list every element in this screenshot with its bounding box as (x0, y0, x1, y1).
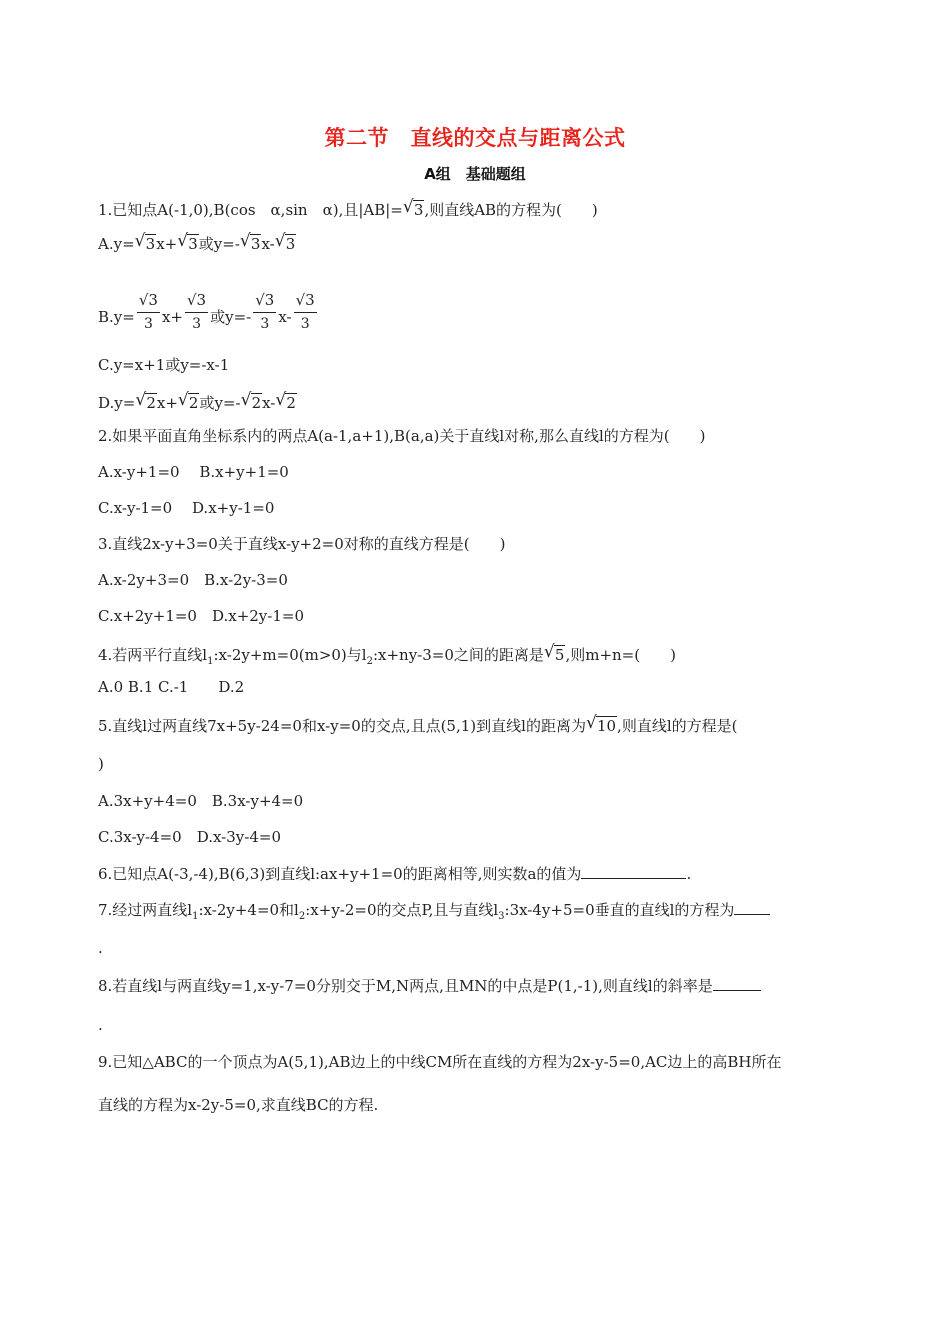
sqrt-3: √ 3 (404, 200, 425, 220)
question-1-option-d: D.y=√ 2x+√ 2或y=-√ 2x-√ 2 (98, 393, 297, 413)
question-3-stem: 3.直线2x-y+3=0关于直线x-y+2=0对称的直线方程是( ) (98, 535, 506, 553)
question-5-stem: 5.直线l过两直线7x+5y-24=0和x-y=0的交点,且点(5,1)到直线l的距离为√ 10,则直线l的方程是( (98, 716, 737, 736)
page-title: 第二节 直线的交点与距离公式 (324, 126, 626, 150)
question-9-line-2: 直线的方程为x-2y-5=0,求直线BC的方程. (98, 1096, 379, 1114)
question-2-stem: 2.如果平面直角坐标系内的两点A(a-1,a+1),B(a,a)关于直线l对称,那么直线l的方程为( ) (98, 427, 706, 445)
question-1-text-b: ,则直线AB的方程为( ) (424, 201, 598, 219)
question-2-options-ab: A.x-y+1=0 B.x+y+1=0 (98, 463, 289, 481)
question-6-stem: 6.已知点A(-3,-4),B(6,3)到直线l:ax+y+1=0的距离相等,则实数a的值为 . (98, 865, 692, 883)
answer-blank[interactable] (581, 863, 686, 879)
section-subtitle: A组 基础题组 (424, 165, 526, 183)
question-3-options-ab: A.x-2y+3=0 B.x-2y-3=0 (98, 571, 288, 589)
question-4-stem: 4.若两平行直线$l_1:x-2y+m=0(m>0)$与$l_2:x+ny-3=0$之间的距离是√ 5,则m+n=( ) (98, 645, 676, 672)
question-8-end: . (98, 1016, 103, 1034)
question-1-text-a: 1.已知点A(-1,0),B(cos α,sin α),且|AB|= (98, 201, 403, 219)
question-7-end: . (98, 939, 103, 957)
fraction-sqrt3-over-3: $\frac{√3}{3}$ (138, 291, 158, 332)
question-1-option-a: A.y=√ 3x+√ 3或y=-√ 3x-√ 3 (98, 234, 296, 254)
question-2-options-cd: C.x-y-1=0 D.x+y-1=0 (98, 499, 275, 517)
question-7-stem: 7.经过两直线$l_1:x-2y+4=0$和$l_2:x+y-2=0$的交点P,且与直线$l_3:3x-4y+5=0$垂直的直线l的方程为 (98, 899, 770, 927)
answer-blank[interactable] (713, 975, 761, 991)
question-5-options-ab: A.3x+y+4=0 B.3x-y+4=0 (98, 792, 304, 810)
question-4-options: A.0 B.1 C.-1 D.2 (98, 678, 245, 696)
sqrt-10: √ 10 (587, 716, 617, 736)
question-1-option-c: C.y=x+1或y=-x-1 (98, 356, 230, 374)
question-9-line-1: 9.已知△ABC的一个顶点为A(5,1),AB边上的中线CM所在直线的方程为2x-y-5=0,AC边上的高BH所在 (98, 1053, 782, 1071)
question-3-options-cd: C.x+2y+1=0 D.x+2y-1=0 (98, 607, 305, 625)
question-5-options-cd: C.3x-y-4=0 D.x-3y-4=0 (98, 828, 281, 846)
answer-blank[interactable] (734, 899, 770, 915)
question-8-stem: 8.若直线l与两直线y=1,x-y-7=0分别交于M,N两点,且MN的中点是P(1,-1),则直线l的斜率是 (98, 975, 761, 996)
question-1-stem (98, 200, 598, 220)
sqrt-5: √ 5 (545, 645, 566, 665)
question-5-stem-cont: ) (98, 755, 104, 773)
question-1-option-b: B.y= $\frac{√3}{3}$ x+ $\frac{√3}{3}$ 或y=- $\frac{√3}{3}$ x- $\frac{√3}{3}$ (98, 291, 315, 332)
